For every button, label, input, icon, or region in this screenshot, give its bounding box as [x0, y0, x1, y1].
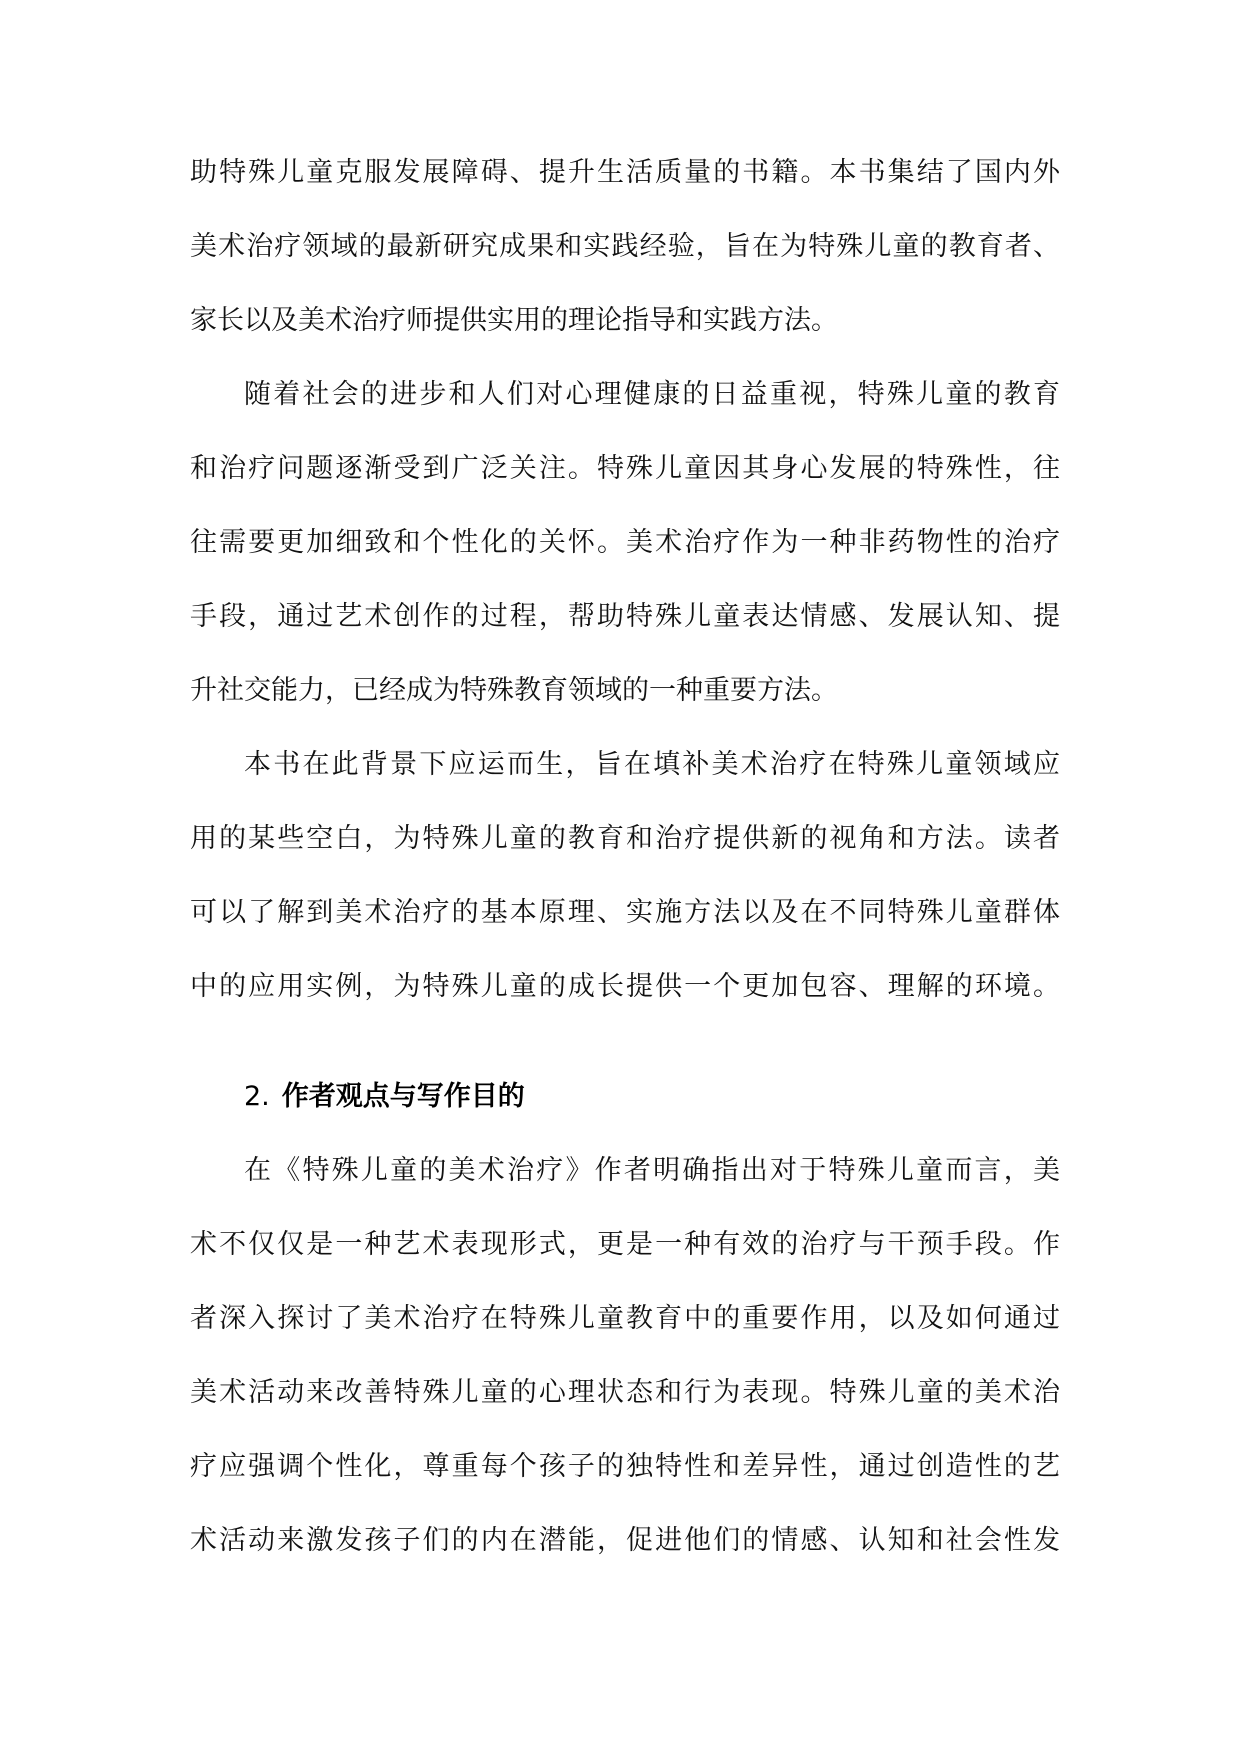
text-line: 可以了解到美术治疗的基本原理、实施方法以及在不同特殊儿童群体: [190, 897, 1060, 928]
text-line: 手段，通过艺术创作的过程，帮助特殊儿童表达情感、发展认知、提: [190, 601, 1060, 632]
section-title: 作者观点与写作目的: [281, 1081, 525, 1112]
text-line: 在《特殊儿童的美术治疗》作者明确指出对于特殊儿童而言，美: [244, 1155, 1060, 1186]
text-line: 升社交能力，已经成为特殊教育领域的一种重要方法。: [190, 675, 838, 706]
text-line: 往需要更加细致和个性化的关怀。美术治疗作为一种非药物性的治疗: [190, 527, 1060, 558]
text-line: 用的某些空白，为特殊儿童的教育和治疗提供新的视角和方法。读者: [190, 823, 1060, 854]
section-heading: [244, 1077, 944, 1117]
text-line: 美术活动来改善特殊儿童的心理状态和行为表现。特殊儿童的美术治: [190, 1377, 1060, 1408]
text-line: 美术治疗领域的最新研究成果和实践经验，旨在为特殊儿童的教育者、: [190, 231, 1060, 262]
text-line: 中的应用实例，为特殊儿童的成长提供一个更加包容、理解的环境。: [190, 971, 1060, 1002]
text-line: 和治疗问题逐渐受到广泛关注。特殊儿童因其身心发展的特殊性，往: [190, 453, 1060, 484]
text-line: 术不仅仅是一种艺术表现形式，更是一种有效的治疗与干预手段。作: [190, 1229, 1060, 1260]
text-line: 疗应强调个性化，尊重每个孩子的独特性和差异性，通过创造性的艺: [190, 1451, 1060, 1482]
text-line: 助特殊儿童克服发展障碍、提升生活质量的书籍。本书集结了国内外: [190, 157, 1060, 188]
text-line: 家长以及美术治疗师提供实用的理论指导和实践方法。: [190, 305, 838, 336]
text-line: 本书在此背景下应运而生，旨在填补美术治疗在特殊儿童领域应: [244, 749, 1060, 780]
text-line: 术活动来激发孩子们的内在潜能，促进他们的情感、认知和社会性发: [190, 1525, 1060, 1556]
section-number: 2.: [244, 1081, 270, 1112]
text-line: 者深入探讨了美术治疗在特殊儿童教育中的重要作用，以及如何通过: [190, 1303, 1060, 1334]
text-line: 随着社会的进步和人们对心理健康的日益重视，特殊儿童的教育: [244, 379, 1060, 410]
